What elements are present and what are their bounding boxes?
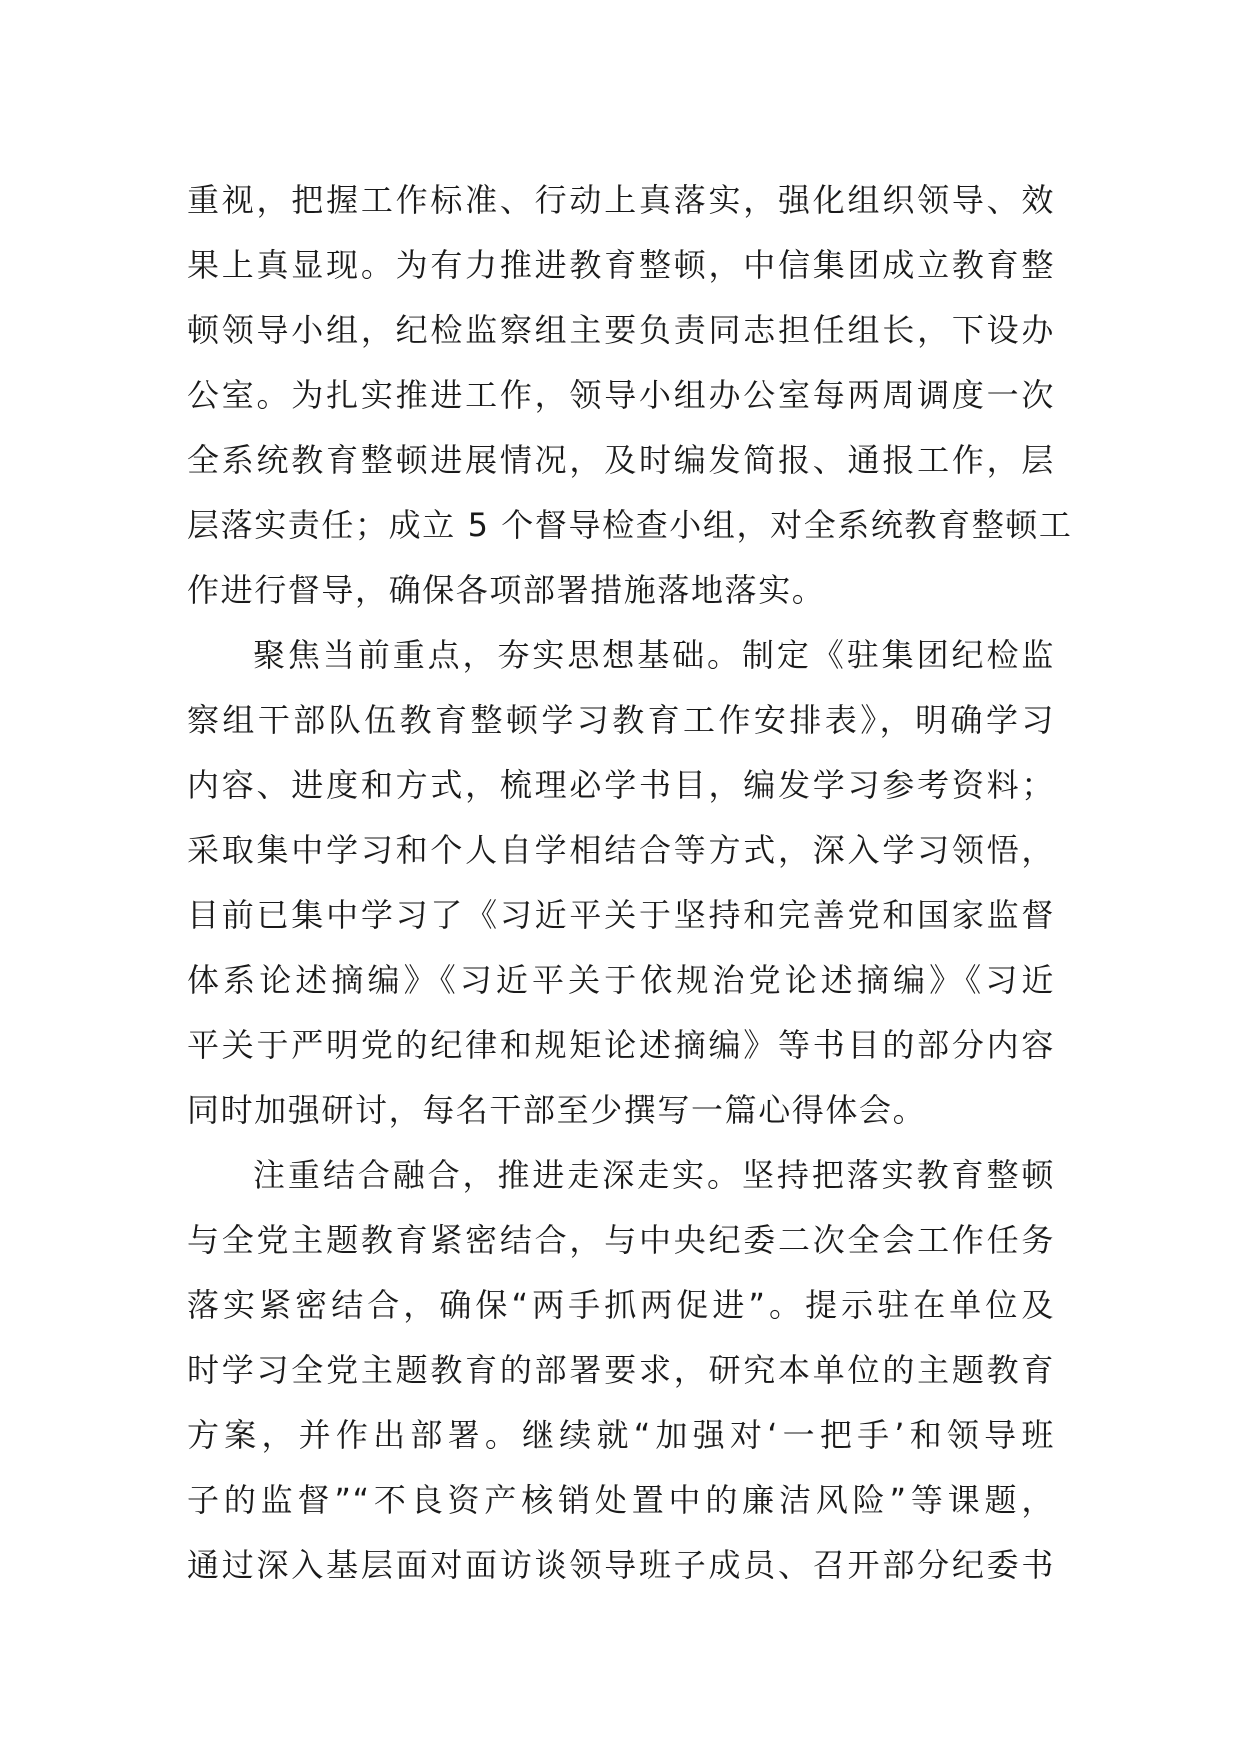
text-line: 内容、进度和方式，梳理必学书目，编发学习参考资料； xyxy=(187,766,1055,804)
paragraph-2 xyxy=(187,623,1055,1143)
text-line: 全系统教育整顿进展情况，及时编发简报、通报工作，层 xyxy=(187,441,1055,479)
text-line: 与全党主题教育紧密结合，与中央纪委二次全会工作任务 xyxy=(187,1221,1055,1259)
paragraph-3 xyxy=(187,1143,1055,1598)
text-line: 通过深入基层面对面访谈领导班子成员、召开部分纪委书 xyxy=(187,1546,1055,1584)
text-line: 目前已集中学习了《习近平关于坚持和完善党和国家监督 xyxy=(187,896,1055,934)
text-line: 时学习全党主题教育的部署要求，研究本单位的主题教育 xyxy=(187,1351,1055,1389)
text-line: 聚焦当前重点，夯实思想基础。制定《驻集团纪检监 xyxy=(253,636,1055,674)
text-line: 采取集中学习和个人自学相结合等方式，深入学习领悟， xyxy=(187,831,1055,869)
text-line: 层落实责任；成立 5 个督导检查小组，对全系统教育整顿工 xyxy=(187,506,1073,544)
text-line: 公室。为扎实推进工作，领导小组办公室每两周调度一次 xyxy=(187,376,1055,414)
text-line: 注重结合融合，推进走深走实。坚持把落实教育整顿 xyxy=(253,1156,1055,1194)
text-line: 落实紧密结合，确保“两手抓两促进”。提示驻在单位及 xyxy=(187,1286,1055,1324)
text-line: 方案，并作出部署。继续就“加强对‘一把手’和领导班 xyxy=(187,1416,1055,1454)
text-line: 重视，把握工作标准、行动上真落实，强化组织领导、效 xyxy=(187,181,1055,219)
text-line: 子的监督”“不良资产核销处置中的廉洁风险”等课题， xyxy=(187,1481,1055,1519)
text-line: 顿领导小组，纪检监察组主要负责同志担任组长，下设办 xyxy=(187,311,1055,349)
text-line: 体系论述摘编》《习近平关于依规治党论述摘编》《习近 xyxy=(187,961,1055,999)
text-line: 察组干部队伍教育整顿学习教育工作安排表》，明确学习 xyxy=(187,701,1055,739)
document-body xyxy=(187,168,1073,1598)
text-line: 同时加强研讨，每名干部至少撰写一篇心得体会。 xyxy=(187,1091,927,1129)
paragraph-1 xyxy=(187,168,1073,623)
text-line: 平关于严明党的纪律和规矩论述摘编》等书目的部分内容 xyxy=(187,1026,1055,1064)
text-line: 果上真显现。为有力推进教育整顿，中信集团成立教育整 xyxy=(187,246,1055,284)
text-line: 作进行督导，确保各项部署措施落地落实。 xyxy=(187,571,826,609)
